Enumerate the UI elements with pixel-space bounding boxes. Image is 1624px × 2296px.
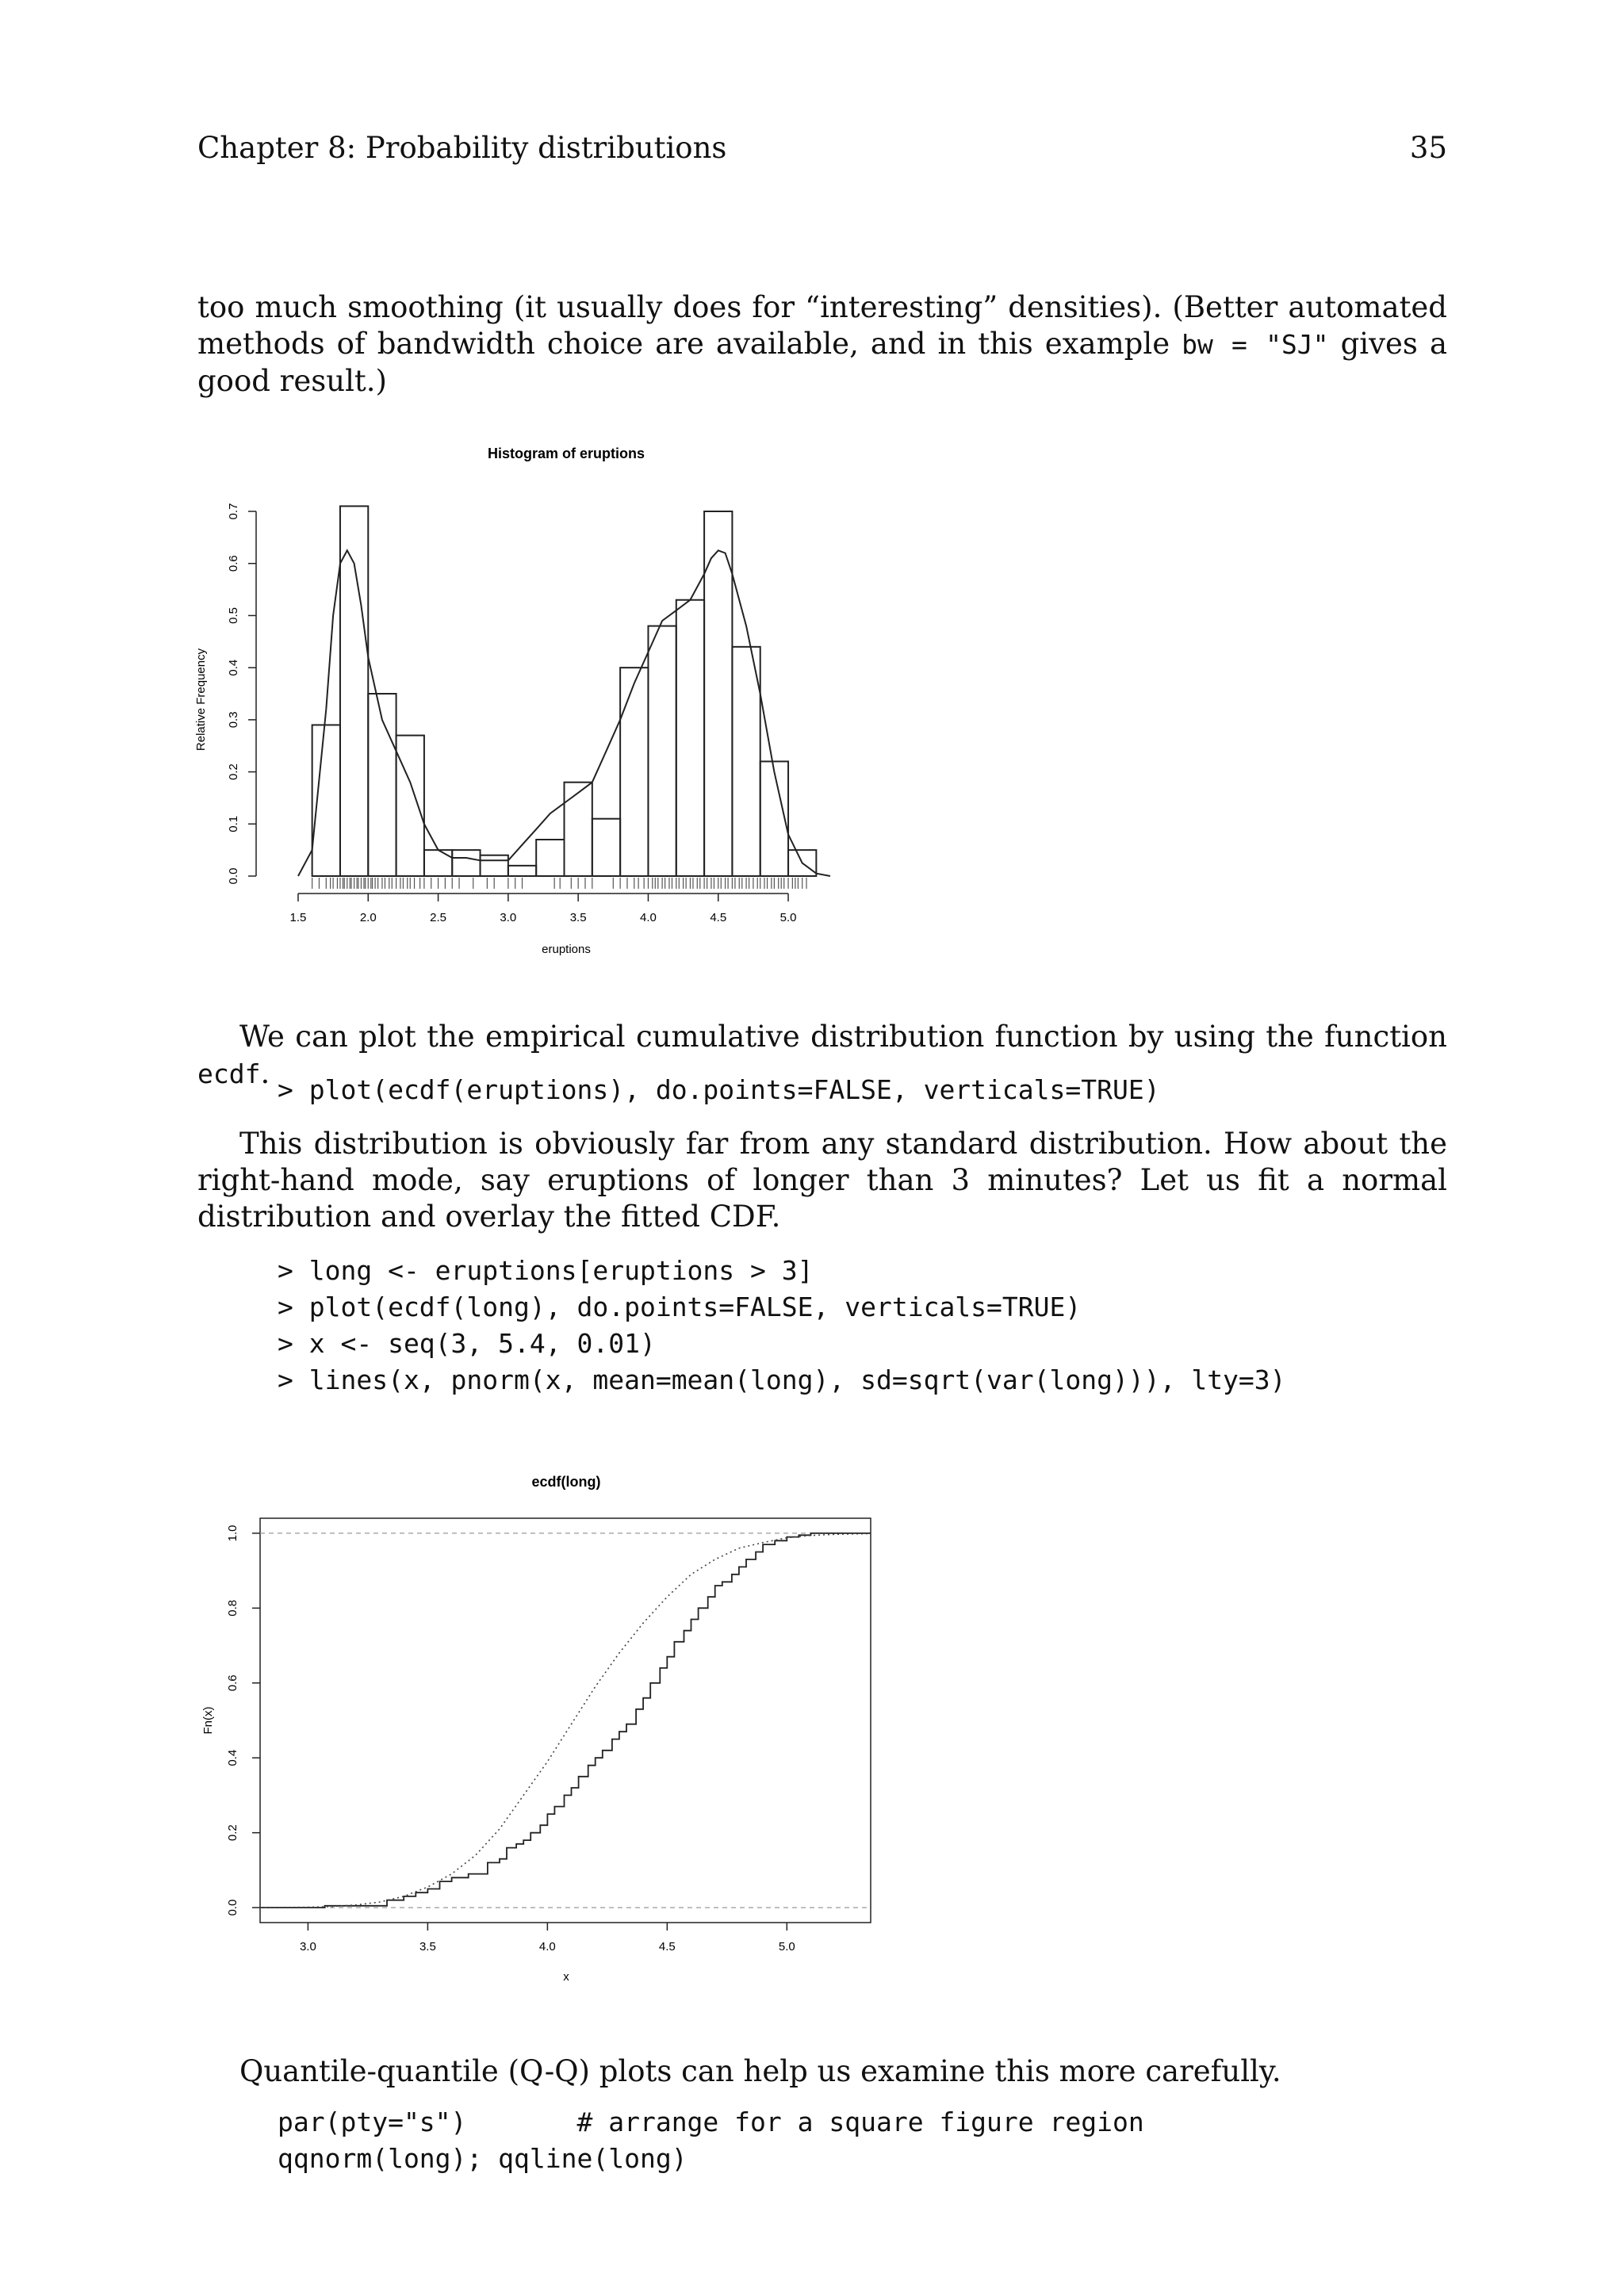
- y-tick-label: 0.4: [227, 659, 240, 676]
- code-block-ecdf: > plot(ecdf(eruptions), do.points=FALSE, verticals=TRUE): [278, 1074, 1160, 1105]
- x-tick-label: 5.0: [779, 911, 797, 924]
- histogram-bar: [340, 506, 368, 876]
- inline-code: bw = "SJ": [1182, 329, 1329, 360]
- normal-cdf-line: [260, 1533, 871, 1908]
- y-tick-label: 0.2: [226, 1824, 239, 1842]
- histogram-bar: [396, 736, 424, 876]
- paragraph-bandwidth: [197, 289, 1447, 400]
- histogram-bar: [424, 850, 452, 876]
- x-tick-label: 3.0: [500, 911, 517, 924]
- chart-title: ecdf(long): [531, 1474, 601, 1490]
- paragraph-qq: Quantile-quantile (Q-Q) plots can help us examine this more carefully.: [239, 2054, 1281, 2088]
- ecdf-figure: [190, 1459, 888, 2001]
- y-tick-label: 1.0: [226, 1525, 239, 1542]
- histogram-bar: [620, 668, 648, 876]
- y-tick-label: 0.4: [226, 1749, 239, 1766]
- y-tick-label: 0.2: [227, 763, 240, 781]
- histogram-bar: [536, 840, 564, 876]
- histogram-chart: [190, 428, 888, 959]
- running-header: Chapter 8: Probability distributions: [197, 131, 727, 165]
- x-tick-label: 2.0: [359, 911, 377, 924]
- y-tick-label: 0.1: [227, 815, 240, 832]
- chart-title: Histogram of eruptions: [487, 446, 645, 461]
- histogram-bar: [732, 647, 760, 876]
- x-tick-label: 4.0: [640, 911, 657, 924]
- paragraph-text: too much smoothing (it usually does for “interesting” densities). (Better automated methods of bandwidth choice are available, and in this example: [197, 290, 1447, 361]
- ecdf-chart: [190, 1459, 888, 1998]
- paragraph-text: gives a good result.): [197, 327, 1448, 398]
- histogram-bar: [676, 600, 704, 876]
- y-axis-label: Fn(x): [201, 1706, 215, 1735]
- x-tick-label: 3.5: [569, 911, 587, 924]
- code-block-qq: par(pty="s") # arrange for a square figure region qqnorm(long); qqline(long): [278, 2107, 1144, 2174]
- y-tick-label: 0.0: [226, 1899, 239, 1916]
- x-axis-label: eruptions: [542, 943, 591, 956]
- paragraph-text: .: [260, 1056, 270, 1090]
- x-tick-label: 2.5: [430, 911, 446, 924]
- page-number: 35: [1409, 131, 1447, 165]
- histogram-figure: [190, 428, 888, 962]
- histogram-bar: [452, 850, 480, 876]
- y-tick-label: 0.6: [227, 555, 240, 572]
- ecdf-step-line: [260, 1533, 871, 1908]
- x-axis-label: x: [563, 1970, 569, 1984]
- x-tick-label: 3.0: [299, 1940, 316, 1954]
- histogram-bar: [481, 855, 508, 876]
- y-tick-label: 0.3: [227, 711, 240, 729]
- code-block-fit: > long <- eruptions[eruptions > 3] > plot(ecdf(long), do.points=FALSE, verticals=TRUE) > x <- seq(3, 5.4, 0.01) > lines(x, pnorm(x, mean=mean(long), sd=sqrt(var(long))), lty=3): [278, 1255, 1286, 1395]
- x-tick-label: 4.0: [538, 1940, 556, 1954]
- y-tick-label: 0.7: [227, 503, 240, 520]
- x-tick-label: 3.5: [419, 1940, 436, 1954]
- y-tick-label: 0.6: [226, 1674, 239, 1692]
- y-axis-label: Relative Frequency: [194, 648, 208, 752]
- y-tick-label: 0.0: [227, 867, 240, 885]
- plot-frame: [260, 1518, 871, 1923]
- histogram-bar: [508, 866, 536, 876]
- x-tick-label: 5.0: [778, 1940, 795, 1954]
- histogram-bar: [592, 819, 620, 876]
- x-tick-label: 4.5: [710, 911, 727, 924]
- paragraph-long-mode: This distribution is obviously far from any standard distribution. How about the right-hand mode, say eruptions of longer than 3 minutes? Let us fit a normal distribution and overlay the fitted CDF.: [197, 1127, 1447, 1234]
- y-tick-label: 0.5: [227, 607, 240, 624]
- x-tick-label: 1.5: [289, 911, 307, 924]
- inline-code: ecdf: [197, 1058, 261, 1089]
- x-tick-label: 4.5: [658, 1940, 676, 1954]
- y-tick-label: 0.8: [226, 1599, 239, 1617]
- paragraph-text: We can plot the empirical cumulative distribution function by using the function: [239, 1020, 1447, 1054]
- histogram-bar: [648, 626, 676, 876]
- histogram-bar: [565, 783, 592, 876]
